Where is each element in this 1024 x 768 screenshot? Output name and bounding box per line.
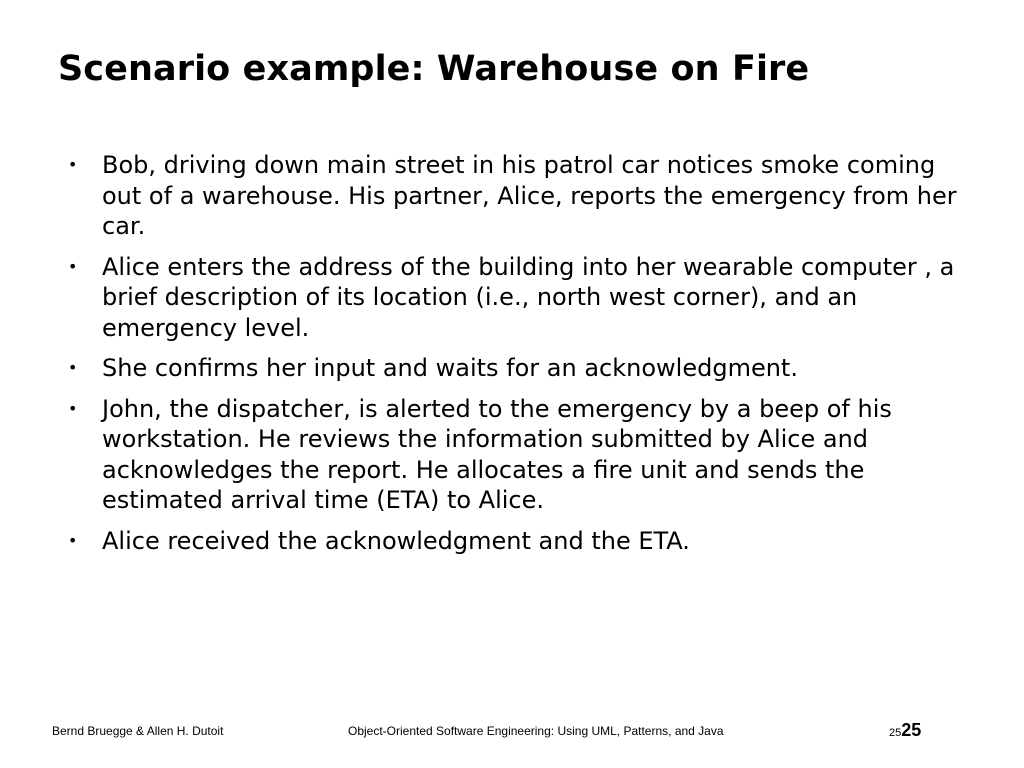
bullet-marker: • [68,398,78,418]
bullet-text: John, the dispatcher, is alerted to the emergency by a beep of his workstation. He reviews the information submitted by Alice and acknowledges the report. He allocates a fire unit and sends the estimated arrival time (ETA) to Alice. [102,394,892,514]
bullet-text: She confirms her input and waits for an acknowledgment. [102,354,798,382]
footer-course-title: Object-Oriented Software Engineering: Using UML, Patterns, and Java [348,724,724,738]
list-item [68,353,968,384]
bullet-marker: • [68,256,78,276]
page-number [889,720,921,741]
slide-footer [0,720,1024,744]
bullet-text: Alice received the acknowledgment and the ETA. [102,526,690,555]
bullet-marker: • [68,358,78,377]
bullet-text: Alice enters the address of the building into her wearable computer , a brief description of its location (i.e., north west corner), and an emergency level. [102,252,955,342]
slide-title: Scenario example: Warehouse on Fire [58,49,810,89]
list-item [68,526,968,557]
bullet-text: Bob, driving down main street in his patrol car notices smoke coming out of a warehouse. His partner, Alice, reports the emergency from her car. [102,151,957,240]
page-number-small: 25 [889,727,902,739]
list-item [68,252,968,344]
bullet-marker: • [68,530,78,550]
page-number-large: 25 [901,720,922,740]
bullet-list [68,150,968,566]
bullet-marker: • [68,155,78,174]
list-item [68,394,968,516]
footer-authors: Bernd Bruegge & Allen H. Dutoit [52,724,224,738]
list-item [68,150,968,242]
